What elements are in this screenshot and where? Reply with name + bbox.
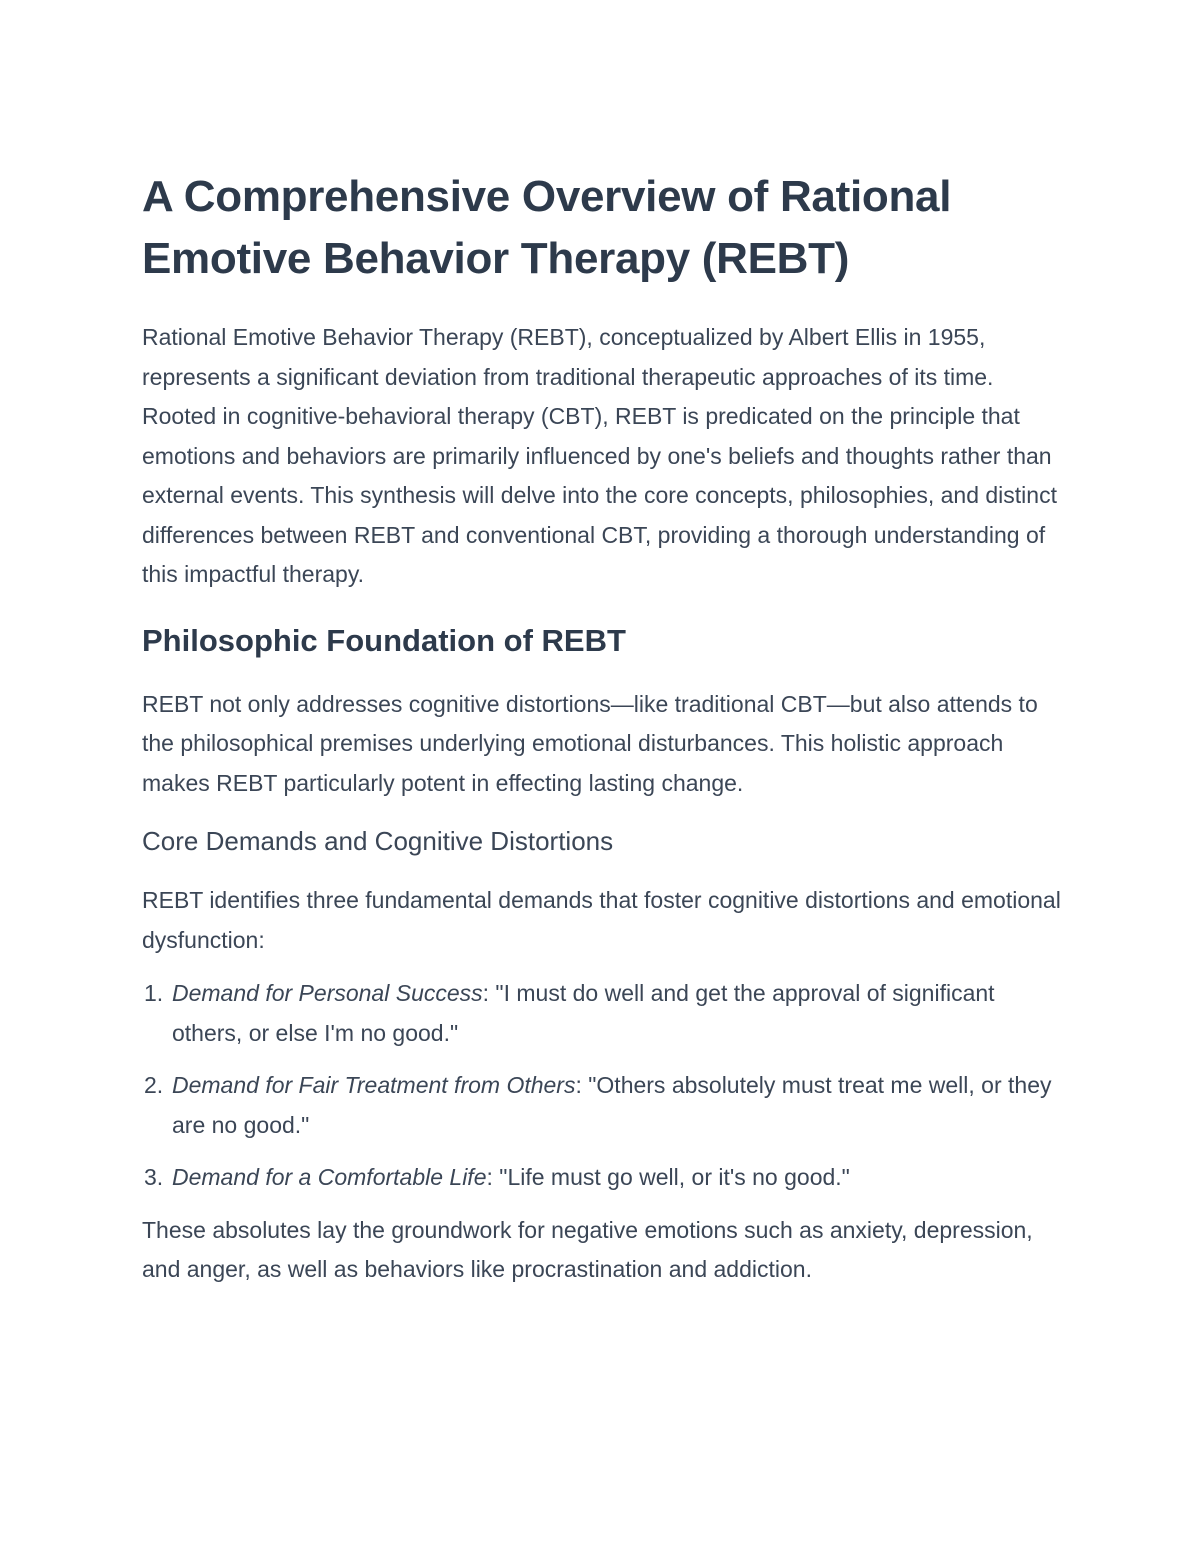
list-item <box>142 974 1062 1053</box>
section-paragraph: REBT not only addresses cognitive distortions—like traditional CBT—but also attends to the philosophical premises underlying emotional disturbances. This holistic approach makes REBT particularly potent in effecting lasting change. <box>142 690 1038 796</box>
list-item-term: Demand for Personal Success <box>172 980 483 1006</box>
demands-list <box>142 974 1062 1198</box>
list-item <box>142 1066 1062 1145</box>
document-title: A Comprehensive Overview of Rational Emotive Behavior Therapy (REBT) <box>142 172 952 283</box>
subsection-heading: Core Demands and Cognitive Distortions <box>142 826 614 856</box>
list-item-term: Demand for a Comfortable Life <box>172 1164 487 1190</box>
list-item-term: Demand for Fair Treatment from Others <box>172 1072 576 1098</box>
list-item <box>142 1158 1062 1198</box>
intro-paragraph: Rational Emotive Behavior Therapy (REBT), conceptualized by Albert Ellis in 1955, represents a significant deviation from traditional therapeutic approaches of its time. Rooted in cognitive-behavioral therapy (CBT), REBT is predicated on the principle that emotions and behaviors are primarily influenced by one's beliefs and thoughts rather than external events. This synthesis will delve into the core concepts, philosophies, and distinct differences between REBT and conventional CBT, providing a thorough understanding of this impactful therapy. <box>142 324 1057 587</box>
list-item-number: 3. <box>144 1164 164 1190</box>
list-item-number: 1. <box>144 980 164 1006</box>
document-page <box>142 166 1062 1290</box>
list-item-text: : "Life must go well, or it's no good." <box>486 1164 850 1190</box>
closing-paragraph: These absolutes lay the groundwork for negative emotions such as anxiety, depression, and anger, as well as behaviors like procrastination and addiction. <box>142 1216 1033 1282</box>
list-item-text: : "I must do well and get the approval of significant others, or else I'm no good." <box>172 980 995 1046</box>
list-item-text: : "Others absolutely must treat me well, or they are no good." <box>172 1072 1052 1138</box>
subsection-paragraph: REBT identifies three fundamental demands that foster cognitive distortions and emotional dysfunction: <box>142 887 1061 953</box>
list-item-number: 2. <box>144 1072 164 1098</box>
section-heading: Philosophic Foundation of REBT <box>142 622 626 658</box>
